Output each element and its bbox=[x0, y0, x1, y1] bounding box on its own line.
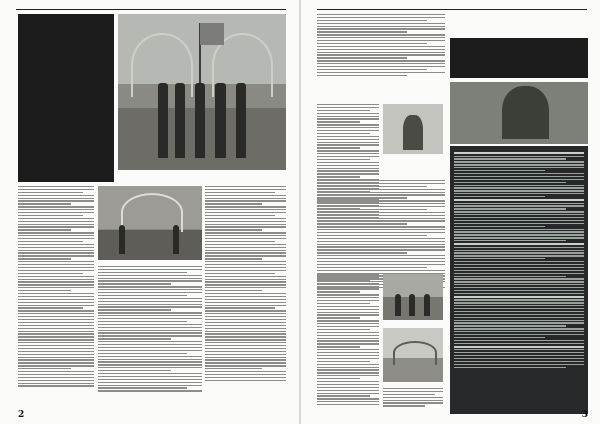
officer-portrait-photo bbox=[450, 82, 588, 144]
article-column bbox=[205, 186, 286, 383]
article-column bbox=[317, 14, 445, 78]
sidebar-title bbox=[450, 38, 588, 78]
right-page bbox=[301, 0, 600, 424]
article-column bbox=[18, 186, 94, 388]
page-number: 2 bbox=[18, 410, 25, 420]
lead-headline bbox=[18, 14, 114, 182]
group-photo bbox=[383, 274, 443, 320]
portrait-photo bbox=[383, 104, 443, 154]
meeting-photo bbox=[98, 186, 202, 260]
sidebar-text bbox=[454, 152, 584, 369]
page-number: 3 bbox=[581, 410, 588, 420]
article-column bbox=[383, 388, 443, 408]
interview-sidebar bbox=[450, 146, 588, 414]
article-column bbox=[317, 274, 379, 407]
left-page bbox=[0, 0, 299, 424]
right-running-header bbox=[317, 3, 587, 10]
building-photo bbox=[383, 328, 443, 382]
article-column bbox=[98, 266, 202, 393]
lead-photo-delegation-walk bbox=[118, 14, 286, 170]
left-running-header bbox=[16, 3, 286, 10]
